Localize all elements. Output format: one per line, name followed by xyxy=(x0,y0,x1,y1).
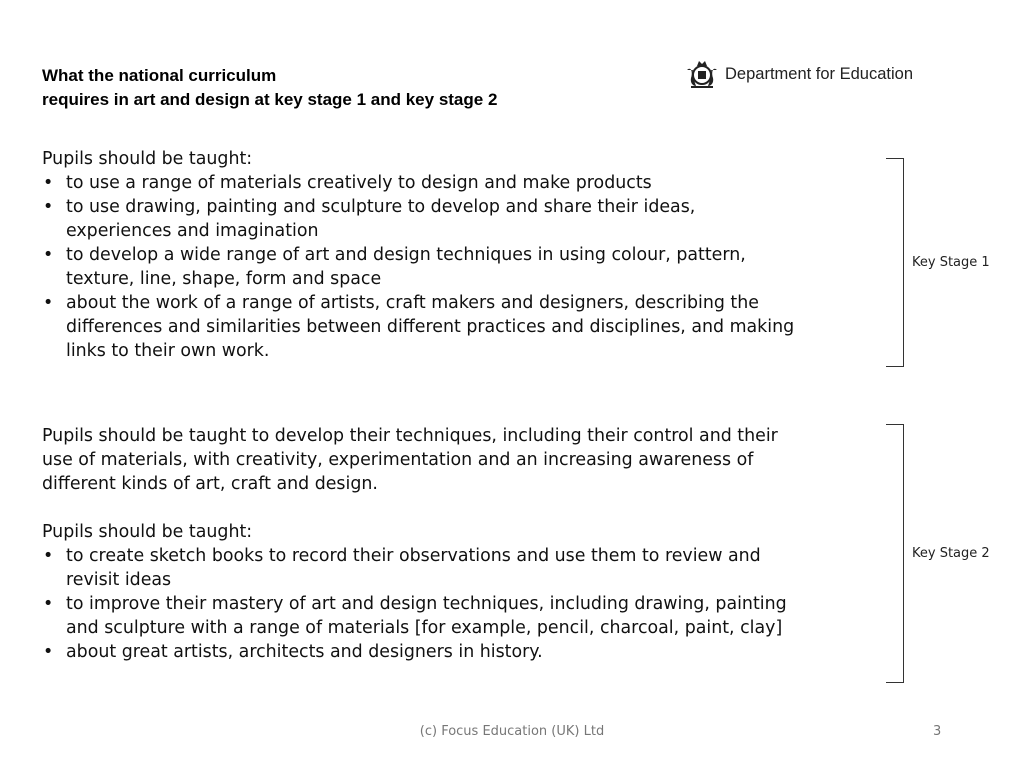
list-item-line: • to use a range of materials creatively to design and make products xyxy=(66,173,652,193)
list-item-line: • to improve their mastery of art and design techniques, including drawing, painting xyxy=(66,594,787,614)
list-item xyxy=(42,195,882,243)
ks2-bracket-top xyxy=(886,424,904,425)
list-item xyxy=(42,291,882,363)
ks1-bracket xyxy=(903,158,904,366)
logo-text: Department for Education xyxy=(725,64,914,83)
ks2-list-intro: Pupils should be taught: xyxy=(42,522,253,542)
ks2-intro-line: use of materials, with creativity, experimentation and an increasing awareness of xyxy=(42,450,754,470)
ks1-intro: Pupils should be taught: xyxy=(42,149,253,169)
list-item-line: texture, line, shape, form and space xyxy=(66,269,382,289)
list-item-line: • to develop a wide range of art and design techniques in using colour, pattern, xyxy=(66,245,746,265)
list-item-line: • about great artists, architects and designers in history. xyxy=(66,642,543,662)
list-item-line: • to use drawing, painting and sculpture to develop and share their ideas, xyxy=(66,197,696,217)
ks2-bracket xyxy=(903,424,904,682)
ks1-list xyxy=(42,171,882,363)
list-item-line: differences and similarities between different practices and disciplines, and making xyxy=(66,317,795,337)
list-item xyxy=(42,171,882,195)
list-item-line: and sculpture with a range of materials [for example, pencil, charcoal, paint, clay] xyxy=(66,618,783,638)
page-title xyxy=(42,64,497,112)
list-item xyxy=(42,243,882,291)
ks1-bracket-bottom xyxy=(886,366,904,367)
ks2-bracket-bottom xyxy=(886,682,904,683)
royal-crest-icon xyxy=(685,58,719,90)
dfe-logo xyxy=(685,58,913,90)
list-item-line: • to create sketch books to record their observations and use them to review and xyxy=(66,546,761,566)
list-item-line: experiences and imagination xyxy=(66,221,319,241)
spacer xyxy=(42,496,882,520)
list-item-line: • about the work of a range of artists, craft makers and designers, describing the xyxy=(66,293,759,313)
list-item-line: links to their own work. xyxy=(66,341,270,361)
ks2-intro-line: Pupils should be taught to develop their techniques, including their control and their xyxy=(42,426,778,446)
ks1-label: Key Stage 1 xyxy=(912,255,990,270)
page-number: 3 xyxy=(933,724,942,739)
ks2-content xyxy=(42,424,882,664)
title-line-1: What the national curriculum xyxy=(42,66,277,85)
list-item xyxy=(42,640,882,664)
list-item-line: revisit ideas xyxy=(66,570,172,590)
title-line-2: requires in art and design at key stage 1 and key stage 2 xyxy=(42,90,498,109)
ks2-intro-line: different kinds of art, craft and design. xyxy=(42,474,378,494)
list-item xyxy=(42,544,882,592)
list-item xyxy=(42,592,882,640)
ks1-bracket-top xyxy=(886,158,904,159)
ks2-list xyxy=(42,544,882,664)
footer-copyright: (c) Focus Education (UK) Ltd xyxy=(419,724,605,739)
ks2-label: Key Stage 2 xyxy=(912,546,990,561)
ks1-content xyxy=(42,147,882,363)
